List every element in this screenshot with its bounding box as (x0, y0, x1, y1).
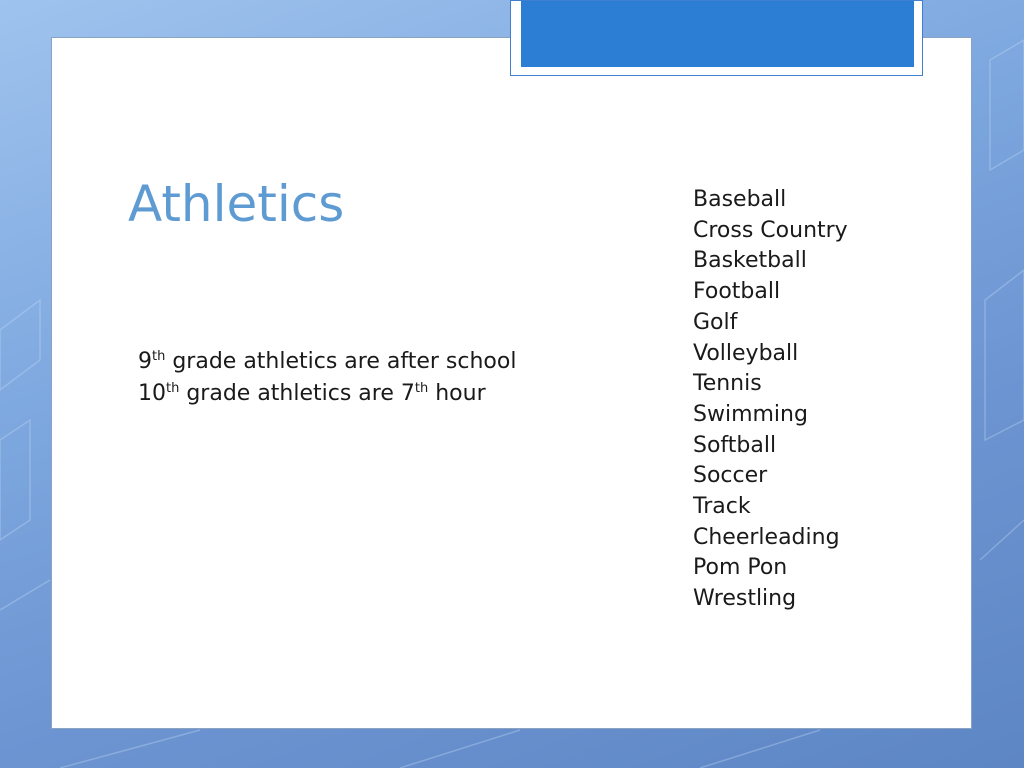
grade-info-text: hour (428, 381, 486, 406)
ordinal-suffix: th (166, 381, 180, 396)
list-item: Cross Country (693, 217, 848, 243)
list-item: Wrestling (693, 586, 797, 612)
sports-list (693, 185, 848, 615)
grade-info-line (138, 378, 516, 410)
list-item: Softball (693, 432, 777, 458)
list-item: Football (693, 279, 781, 305)
list-item: Basketball (693, 248, 807, 274)
list-item: Pom Pon (693, 555, 788, 581)
grade-info-line (138, 346, 516, 378)
list-item: Volleyball (693, 340, 799, 366)
list-item: Cheerleading (693, 524, 840, 550)
header-accent-fill (521, 1, 914, 67)
list-item: Soccer (693, 463, 768, 489)
grade-number: 10 (138, 381, 166, 406)
ordinal-suffix: th (152, 349, 166, 364)
list-item: Track (693, 494, 751, 520)
grade-number: 9 (138, 349, 152, 374)
list-item: Tennis (693, 371, 762, 397)
list-item: Swimming (693, 401, 808, 427)
grade-info-text: grade athletics are after school (165, 349, 517, 374)
grade-info (138, 346, 516, 410)
list-item: Golf (693, 309, 738, 335)
header-accent-tab (510, 0, 923, 76)
list-item: Baseball (693, 187, 787, 212)
grade-info-text: grade athletics are 7 (179, 381, 415, 406)
slide-title: Athletics (128, 175, 345, 233)
ordinal-suffix: th (414, 381, 429, 396)
